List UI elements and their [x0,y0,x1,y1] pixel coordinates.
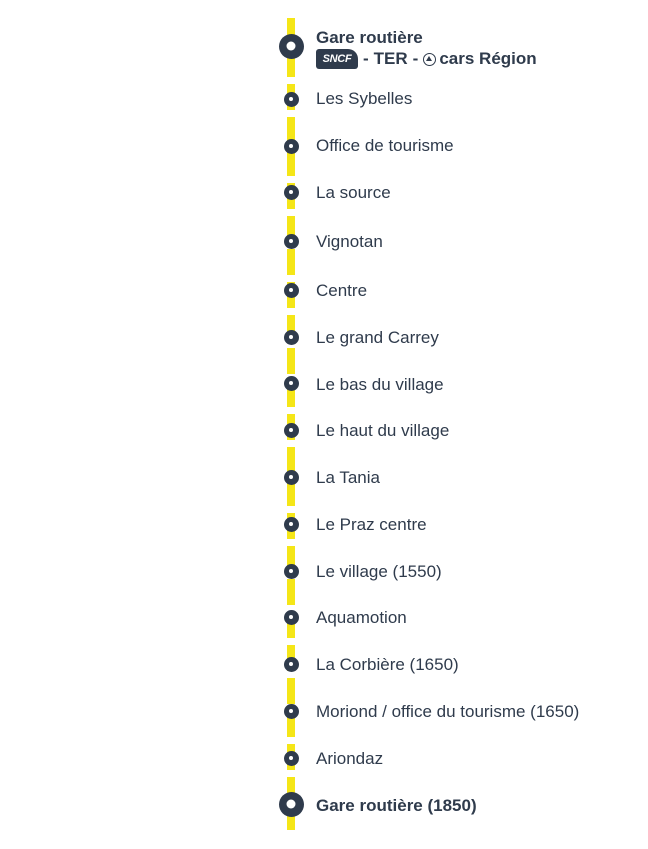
ter-label: TER [373,49,408,68]
stop-marker [284,376,299,391]
stop-label: Le haut du village [316,421,450,440]
stop-marker [284,470,299,485]
stop-marker [284,704,299,719]
stop-marker [284,517,299,532]
stop-marker [284,139,299,154]
stop-marker [284,283,299,298]
stop-label: Gare routière (1850) [316,796,477,815]
stop-marker [284,330,299,345]
stop-label: Le grand Carrey [316,328,439,347]
stop-label: Office de tourisme [316,136,454,155]
stop-label: Vignotan [316,232,383,251]
stop-label: Centre [316,281,368,300]
stop-label: Aquamotion [316,608,407,627]
stop-label: Les Sybelles [316,89,413,108]
stop-marker [284,423,299,438]
terminus-marker [279,792,304,817]
stop-marker [284,657,299,672]
stop-label: Le bas du village [316,375,444,394]
stop-label: La Corbière (1650) [316,655,459,674]
operator-logos [316,48,537,70]
separator: - [363,49,369,68]
stop-marker [284,751,299,766]
stop-label: Gare routière [316,28,423,47]
stop-label: Le village (1550) [316,562,442,581]
stop-label: Ariondaz [316,749,384,768]
cars-region-icon [423,53,436,66]
stop-label: La source [316,183,391,202]
stop-marker [284,610,299,625]
separator: - [412,49,419,68]
stop-marker [284,564,299,579]
terminus-marker [279,34,304,59]
cars-region-label: cars Région [439,49,537,68]
stop-marker [284,234,299,249]
stop-marker [284,92,299,107]
stop-label: Moriond / office du tourisme (1650) [316,702,580,721]
sncf-logo: SNCF [316,49,358,69]
stop-label: La Tania [316,468,380,487]
stop-label: Le Praz centre [316,515,427,534]
stop-marker [284,185,299,200]
